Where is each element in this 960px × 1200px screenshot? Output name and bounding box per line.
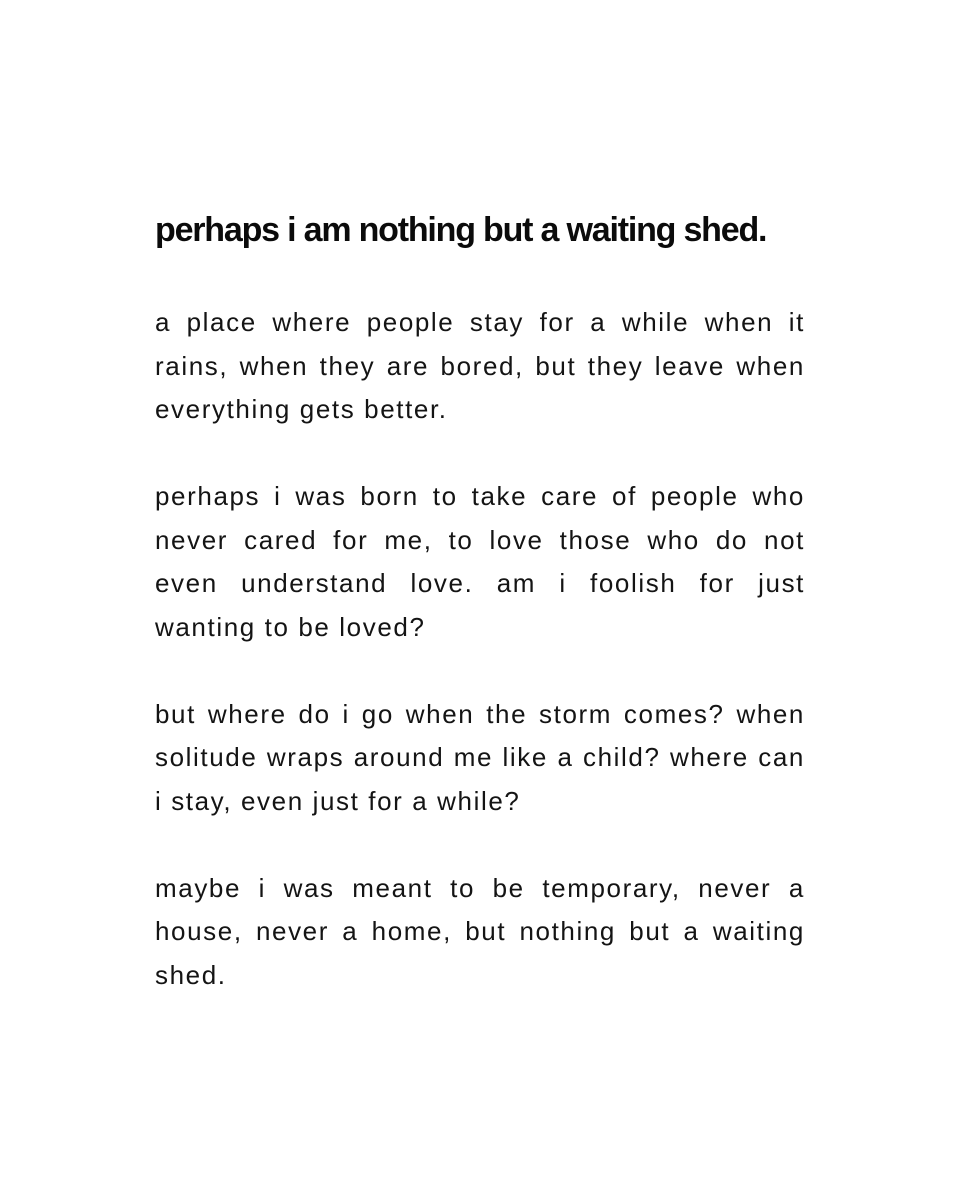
- poem-paragraph-3: but where do i go when the storm comes? when solitude wraps around me like a child? where can i stay, even just for a while?: [155, 698, 805, 816]
- poem-title: perhaps i am nothing but a waiting shed.: [155, 211, 767, 249]
- poem-page: [155, 200, 805, 997]
- poem-paragraph-1: a place where people stay for a while when it rains, when they are bored, but they leave when everything gets better.: [155, 307, 805, 424]
- poem-paragraph-2: perhaps i was born to take care of people who never cared for me, to love those who do not even understand love. am i foolish for just wanting to be loved?: [155, 481, 805, 642]
- poem-paragraph-4: maybe i was meant to be temporary, never a house, never a home, but nothing but a waiting shed.: [155, 872, 805, 990]
